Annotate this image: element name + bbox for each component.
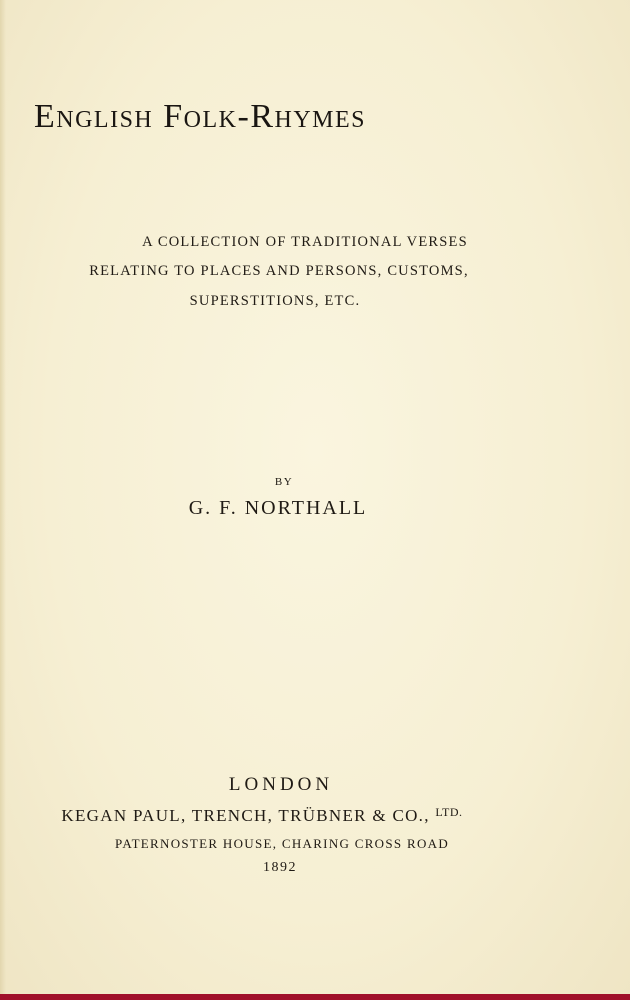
imprint-address: PATERNOSTER HOUSE, CHARING CROSS ROAD <box>114 836 450 851</box>
publisher-name: KEGAN PAUL, TRENCH, TRÜBNER & CO., <box>61 806 430 825</box>
book-title: English Folk-Rhymes <box>34 98 367 135</box>
imprint-publisher <box>0 805 577 826</box>
imprint-year: 1892 <box>263 860 297 875</box>
author-name: G. F. NORTHALL <box>188 497 368 519</box>
subtitle-line-3: SUPERSTITIONS, ETC. <box>189 293 361 309</box>
subtitle-line-2: RELATING TO PLACES AND PERSONS, CUSTOMS, <box>89 263 469 279</box>
publisher-suffix: LTD. <box>435 805 463 819</box>
subtitle-line-1: A COLLECTION OF TRADITIONAL VERSES <box>142 234 468 250</box>
by-line: BY <box>274 476 294 488</box>
page-edge-red <box>0 994 630 1000</box>
imprint-city: LONDON <box>228 774 334 795</box>
